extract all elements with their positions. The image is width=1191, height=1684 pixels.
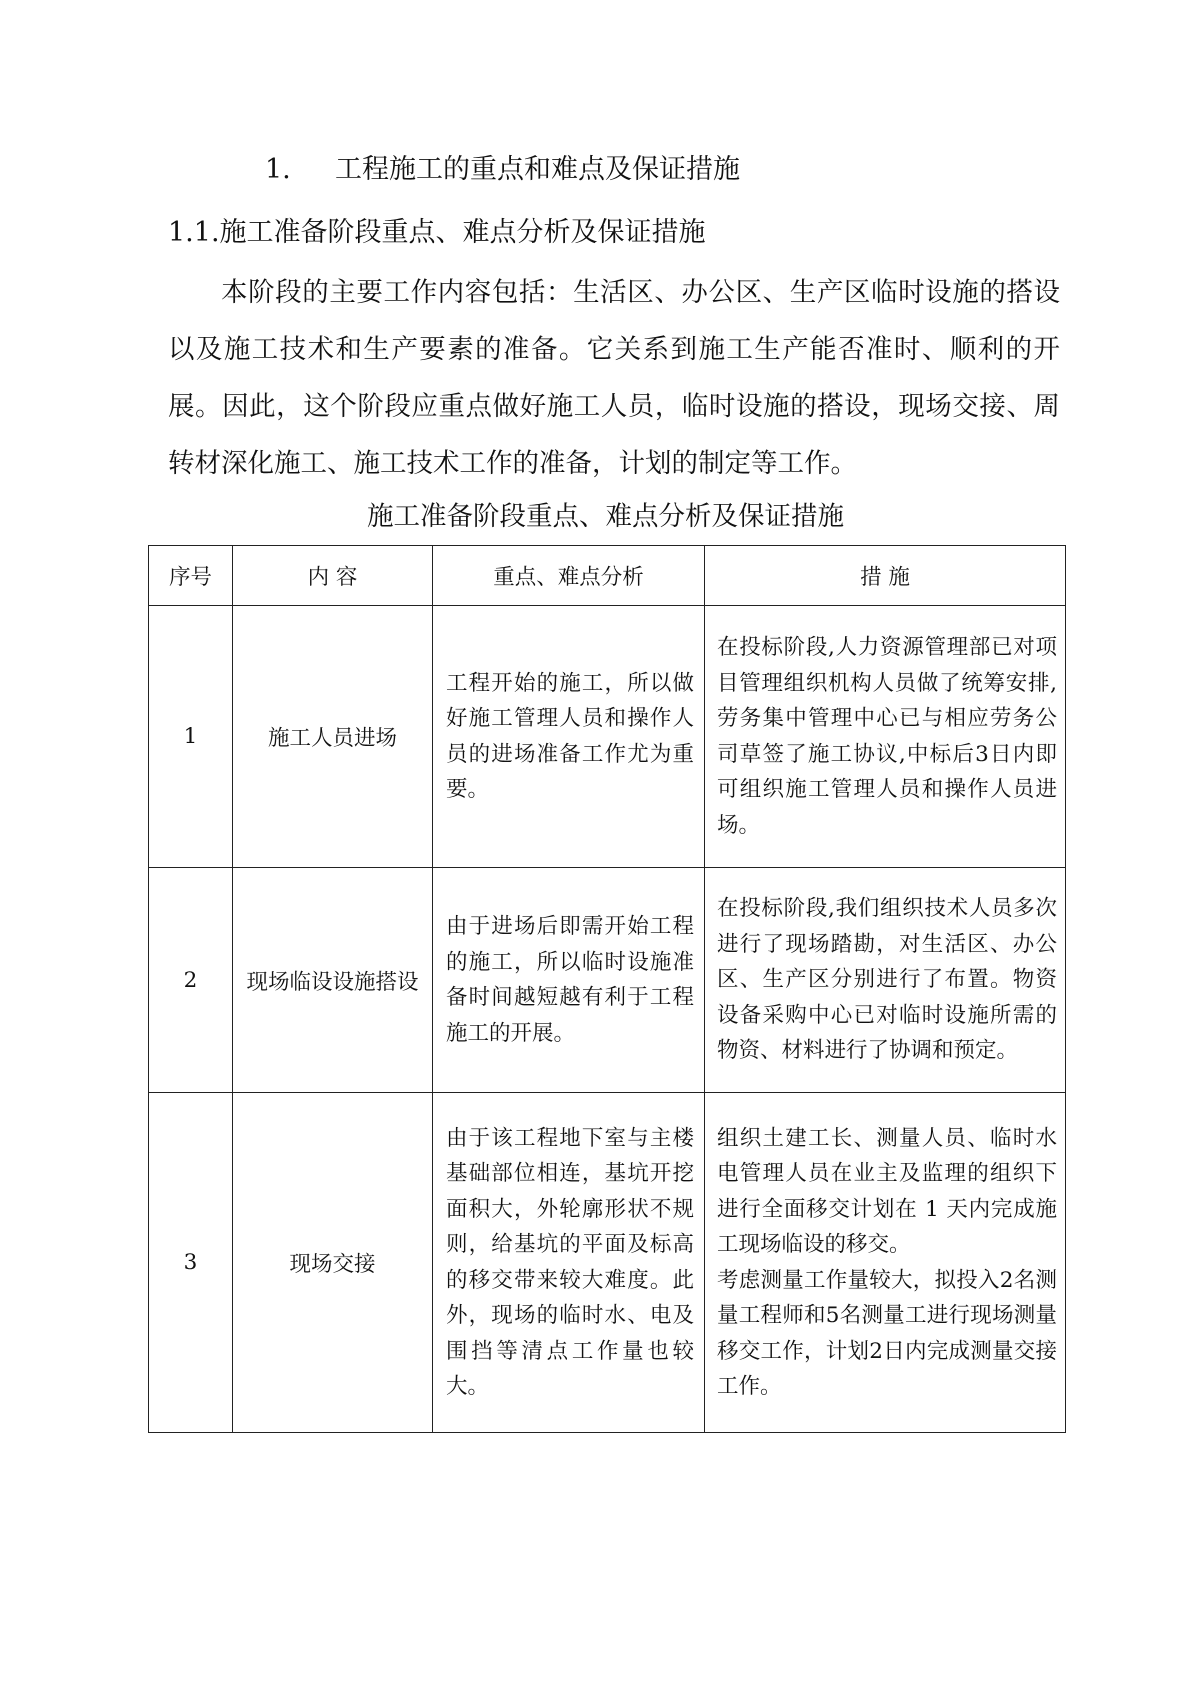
table-row bbox=[149, 1093, 1066, 1433]
table-caption: 施工准备阶段重点、难点分析及保证措施 bbox=[367, 501, 844, 532]
row-item: 现场交接 bbox=[233, 1093, 433, 1433]
measure-paragraph: 考虑测量工作量较大，拟投入2名测量工程师和5名测量工进行现场测量移交工作，计划2日内完成测量交接工作。 bbox=[717, 1267, 1057, 1399]
row-measures bbox=[705, 1093, 1066, 1433]
header-measures: 措 施 bbox=[705, 546, 1066, 606]
header-analysis: 重点、难点分析 bbox=[433, 546, 705, 606]
measures-table bbox=[148, 545, 1066, 1433]
row-number: 3 bbox=[149, 1093, 233, 1433]
row-number: 1 bbox=[149, 606, 233, 868]
table-header-row bbox=[149, 546, 1066, 606]
row-item: 现场临设设施搭设 bbox=[233, 868, 433, 1093]
intro-paragraph: 本阶段的主要工作内容包括：生活区、办公区、生产区临时设施的搭设以及施工技术和生产要素的准备。它关系到施工生产能否准时、顺利的开展。因此，这个阶段应重点做好施工人员，临时设施的搭设，现场交接、周转材深化施工、施工技术工作的准备，计划的制定等工作。 bbox=[168, 277, 1060, 479]
measure-paragraph: 在投标阶段,人力资源管理部已对项目管理组织机构人员做了统筹安排,劳务集中管理中心已与相应劳务公司草签了施工协议,中标后3日内即可组织施工管理人员和操作人员进场。 bbox=[717, 635, 1057, 838]
measure-paragraph: 在投标阶段,我们组织技术人员多次进行了现场踏勘，对生活区、办公区、生产区分别进行了布置。物资设备采购中心已对临时设施所需的物资、材料进行了协调和预定。 bbox=[717, 896, 1057, 1064]
subsection-heading: 1.1.施工准备阶段重点、难点分析及保证措施 bbox=[168, 217, 706, 248]
row-measures bbox=[705, 606, 1066, 868]
table-row bbox=[149, 868, 1066, 1093]
row-measures bbox=[705, 868, 1066, 1093]
section-title: 工程施工的重点和难点及保证措施 bbox=[335, 154, 740, 185]
header-num: 序号 bbox=[149, 546, 233, 606]
row-analysis: 工程开始的施工，所以做好施工管理人员和操作人员的进场准备工作尤为重要。 bbox=[433, 606, 705, 868]
section-heading bbox=[265, 150, 740, 190]
row-analysis: 由于进场后即需开始工程的施工，所以临时设施准备时间越短越有利于工程施工的开展。 bbox=[433, 868, 705, 1093]
table-row bbox=[149, 606, 1066, 868]
row-item: 施工人员进场 bbox=[233, 606, 433, 868]
measure-paragraph: 组织土建工长、测量人员、临时水电管理人员在业主及监理的组织下进行全面移交计划在 1 天内完成施工现场临设的移交。 bbox=[717, 1125, 1057, 1257]
section-number: 1. bbox=[265, 154, 291, 185]
row-analysis: 由于该工程地下室与主楼基础部位相连，基坑开挖面积大，外轮廓形状不规则，给基坑的平面及标高的移交带来较大难度。此外，现场的临时水、电及围挡等清点工作量也较大。 bbox=[433, 1093, 705, 1433]
header-content: 内 容 bbox=[233, 546, 433, 606]
row-number: 2 bbox=[149, 868, 233, 1093]
